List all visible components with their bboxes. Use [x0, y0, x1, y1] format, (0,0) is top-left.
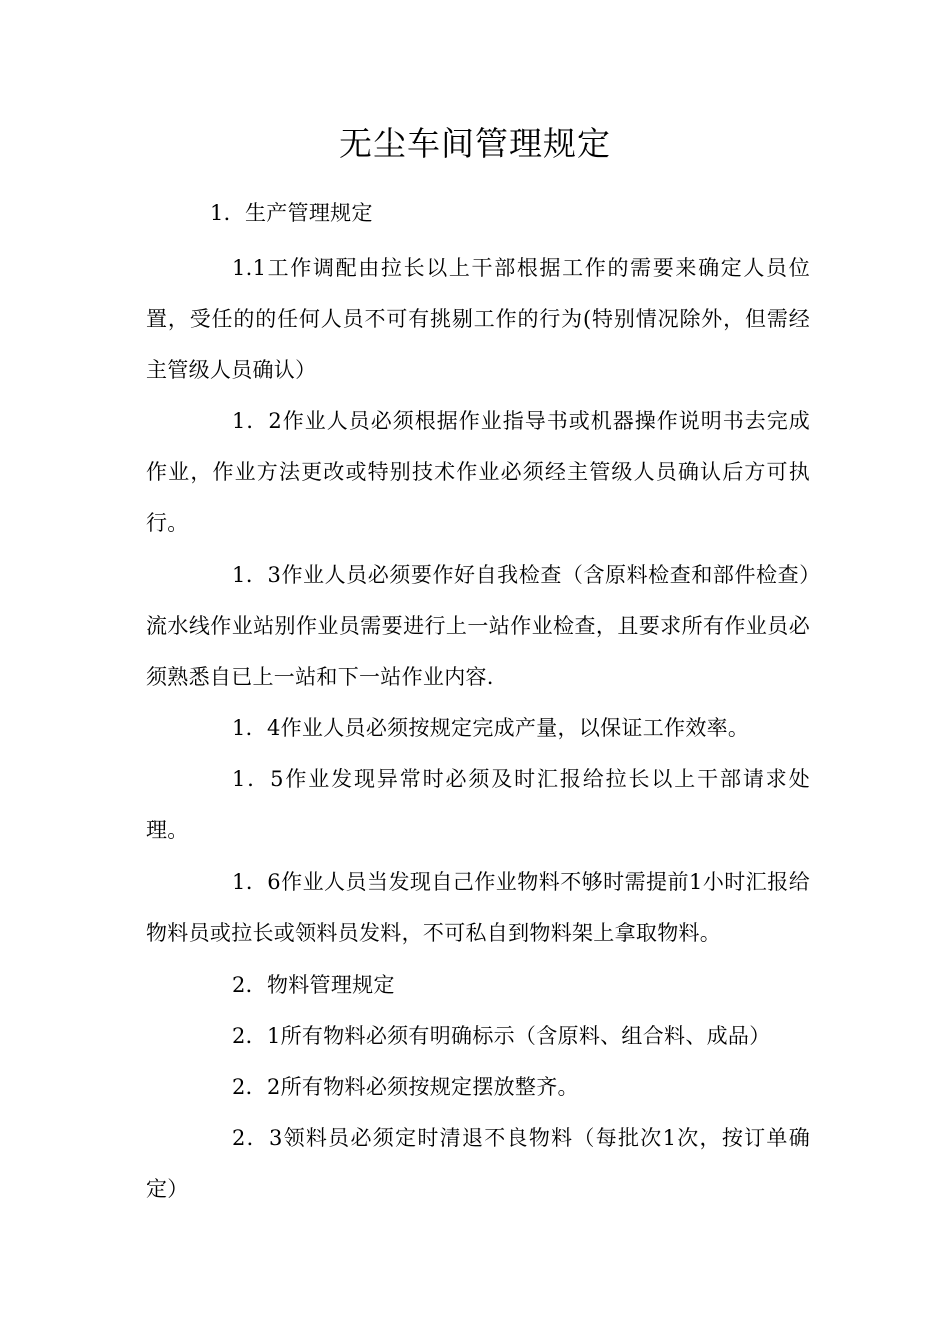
paragraph-1-6: 1．6作业人员当发现自己作业物料不够时需提前1小时汇报给物料员或拉长或领料员发料，不可私自到物料架上拿取物料。	[146, 870, 810, 945]
paragraph-2-1: 2．1所有物料必须有明确标示（含原料、组合料、成品）	[232, 1024, 771, 1048]
paragraph-1-2: 1．2作业人员必须根据作业指导书或机器操作说明书去完成作业，作业方法更改或特别技术作业必须经主管级人员确认后方可执行。	[146, 409, 810, 535]
paragraph-1-4: 1．4作业人员必须按规定完成产量，以保证工作效率。	[232, 716, 750, 740]
section-heading-production: 1．生产管理规定	[210, 201, 373, 225]
section-heading-materials: 2．物料管理规定	[232, 973, 395, 997]
paragraph-1-1: 1.1工作调配由拉长以上干部根据工作的需要来确定人员位置，受任的的任何人员不可有挑剔工作的行为(特别情况除外，但需经主管级人员确认）	[146, 256, 810, 382]
paragraph-1-5: 1．5作业发现异常时必须及时汇报给拉长以上干部请求处理。	[146, 767, 810, 842]
paragraph-2-2: 2．2所有物料必须按规定摆放整齐。	[232, 1075, 579, 1099]
document-title: 无尘车间管理规定	[339, 124, 611, 163]
paragraph-2-3: 2．3领料员必须定时清退不良物料（每批次1次，按订单确定）	[146, 1126, 810, 1201]
paragraph-1-3: 1．3作业人员必须要作好自我检查（含原料检查和部件检查）流水线作业站别作业员需要进行上一站作业检查，且要求所有作业员必须熟悉自已上一站和下一站作业内容.	[146, 563, 810, 689]
